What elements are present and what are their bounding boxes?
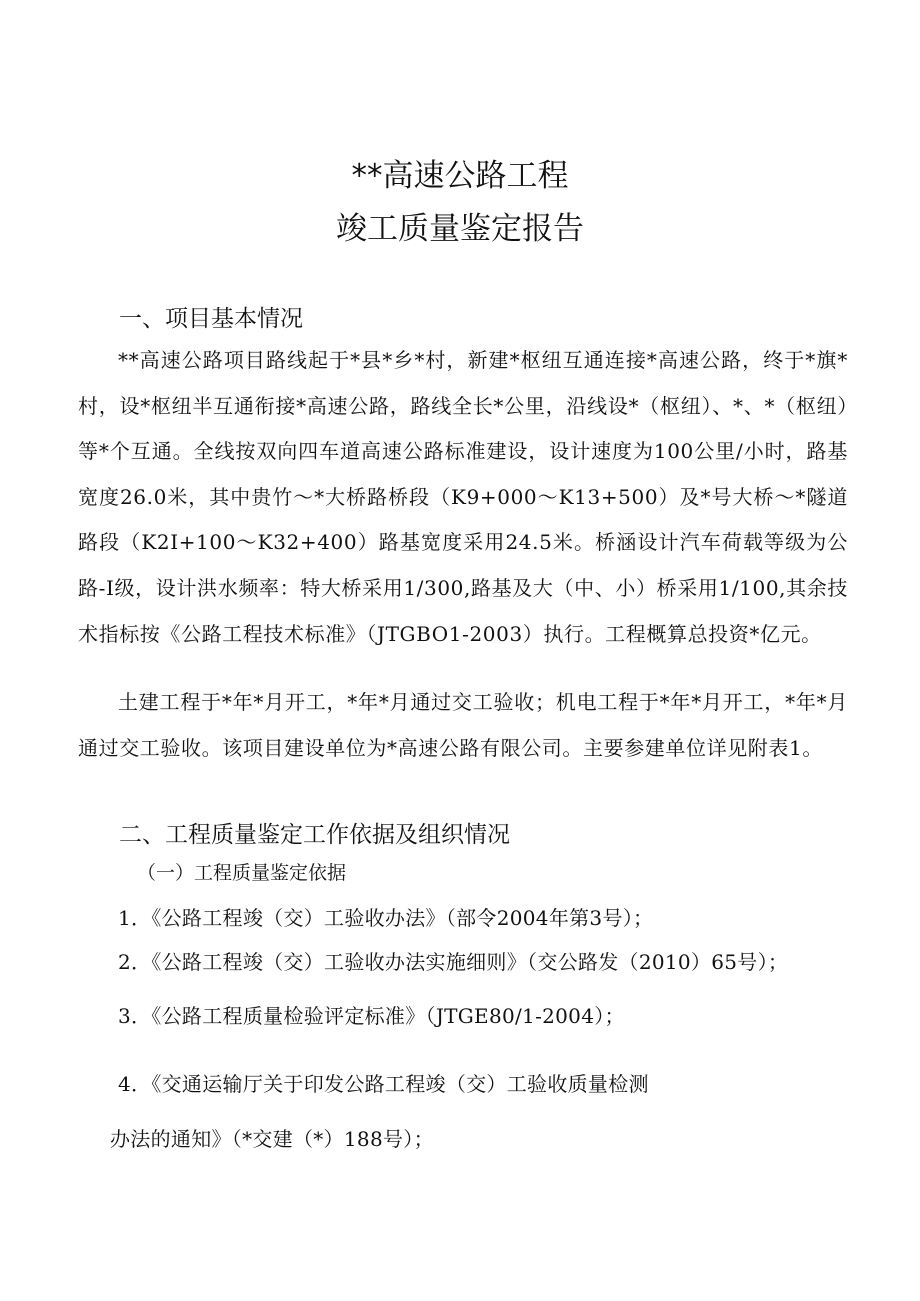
basis-item-4: 4．《交通运输厅关于印发公路工程竣（交）工验收质量检测 — [118, 1072, 649, 1096]
basis-item-2: 2．《公路工程竣（交）工验收办法实施细则》（交公路发（2010）65号）； — [118, 950, 789, 974]
section2-subheading: （一）工程质量鉴定依据 — [137, 862, 347, 884]
basis-item-1: 1．《公路工程竣（交）工验收办法》（部令2004年第3号）； — [118, 906, 654, 930]
report-title-line2: 竣工质量鉴定报告 — [336, 211, 584, 247]
basis-item-4-continued: 办法的通知》（*交建（*）188号）； — [110, 1127, 434, 1151]
report-title-line1: **高速公路工程 — [351, 158, 569, 194]
section1-paragraph2: 土建工程于*年*月开工，*年*月通过交工验收；机电工程于*年*月开工，*年*月通过交工验收。该项目建设单位为*高速公路有限公司。主要参建单位详见附表1。 — [78, 690, 848, 760]
section1-heading: 一、项目基本情况 — [119, 306, 303, 332]
section1-paragraph1: **高速公路项目路线起于*县*乡*村，新建*枢纽互通连接*高速公路，终于*旗*村，设*枢纽半互通衔接*高速公路，路线全长*公里，沿线设*（枢纽）、*、*（枢纽）等*个互通。全线按双向四车道高速公路标准建设，设计速度为100公里/小时，路基宽度26.0米，其中贵竹～*大桥路桥段（K9+000～K13+500）及*号大桥～*隧道路段（K2I+100～K32+400）路基宽度采用24.5米。桥涵设计汽车荷载等级为公路-Ⅰ级，设计洪水频率：特大桥采用1/300,路基及大（中、小）桥采用1/100,其余技术指标按《公路工程技术标准》（JTGBO1-2003）执行。工程概算总投资*亿元。 — [78, 348, 848, 646]
section2-heading: 二、工程质量鉴定工作依据及组织情况 — [119, 822, 510, 848]
basis-item-3: 3．《公路工程质量检验评定标准》（JTGE80/1-2004）； — [118, 1004, 625, 1028]
